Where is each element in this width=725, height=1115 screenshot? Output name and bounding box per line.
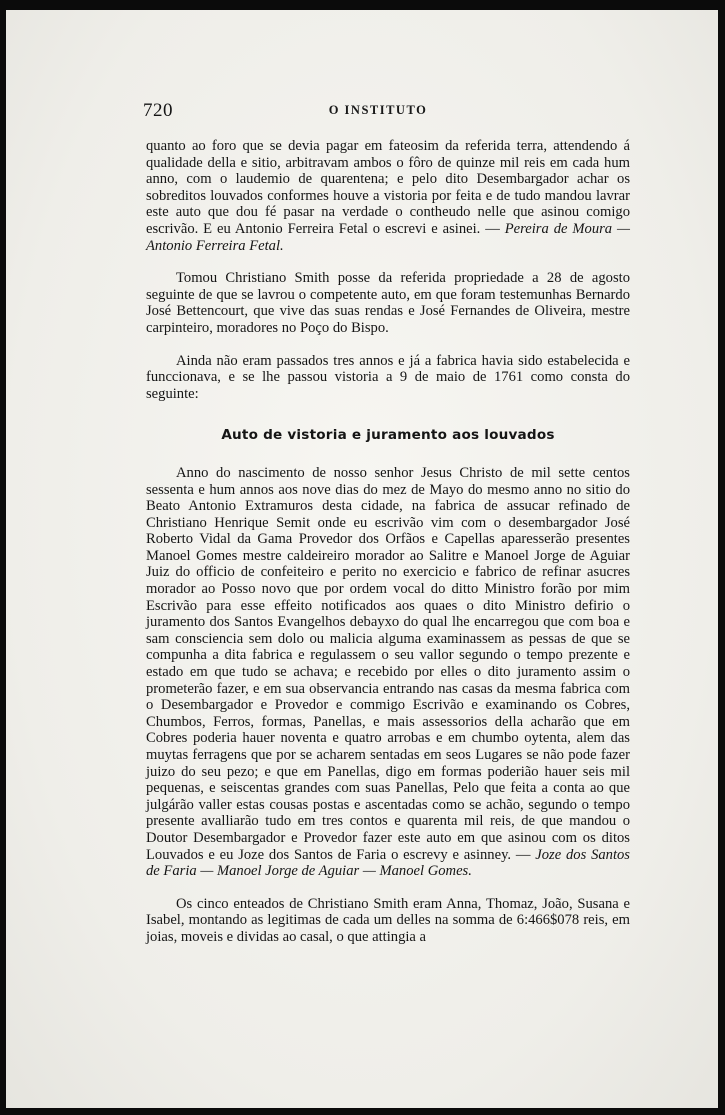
book-page [6, 10, 718, 1108]
page-header [143, 100, 613, 122]
section-title: Auto de vistoria e juramento aos louvados [221, 427, 555, 444]
signature: Pereira de Moura — Antonio Ferreira Fetal. [146, 220, 630, 254]
paragraph-posse: Tomou Christiano Smith posse da referida propriedade a 28 de agosto seguinte de que se lavrou o competente auto, em que foram testemunhas Bernardo José Bettencourt, que vive das suas rendas e José Fernandes de Oliveira, mestre carpinteiro, moradores no Poço do Bispo. [146, 270, 630, 336]
paragraph-text: Anno do nascimento de nosso senhor Jesus Christo de mil sette centos sessenta e hum annos aos nove dias do mez de Mayo do mesmo anno no sitio do Beato Antonio Extramuros desta cidade, na fabrica de assucar refinado de Christiano Henrique Semit onde eu escrivão vim com o desembargador José Roberto Vidal da Gama Provedor dos Orfãos e Capellas aparesserão presentes Manoel Gomes mestre caldeireiro morador ao Salitre e Manoel Jorge de Aguiar Juiz do officio de confeiteiro e perito no exercicio e fabrico de refinar asucres morador ao Posso novo que por ordem vocal do ditto Ministro forão por mim Escrivão para esse effeito notificados aos quaes o dito Ministro defirio o juramento dos Santos Evangelhos debayxo do qual lhe encarregou que com boa e sam consciencia sem dolo ou malicia alguma examinassem as pessas de que se compunha a dita fabrica e regulassem o seu vallor segundo o tempo prezente e estado em que tudo se achava; e recebido por elles o dito juramento assim o prometerão fazer, e em sua observancia entrando nas casas da mesma fabrica com o Desembargador e Provedor e commigo Escrivão e examinando os Cobres, Chumbos, Ferros, formas, Panellas, e mais assessorios della acharão que em Cobres poderia hauer noventa e quatro arrobas e em chumbo oytenta, alem das muytas ferragens que por se acharem sentadas em seos Lugares se não pode fazer juizo do seu pezo; e que em Panellas, digo em formas poderião hauer seis mil pequenas, e seiscentas grandes com suas Panellas, Pelo que feita a conta ao que julgárão valler estas cousas postas e ascentadas como se achão, segundo o tempo presente avalliarão tudo em tres contos e quarenta mil reis, de que mandou o Doutor Desembargador e Provedor fazer este auto em que asinou com os ditos Louvados e eu Joze dos Santos de Faria o escrevy e asinney. — [146, 464, 630, 863]
paragraph-auto [146, 465, 630, 880]
page-body [146, 138, 630, 946]
paragraph-text: quanto ao foro que se devia pagar em fateosim da referida terra, attendendo á qualidade della e sitio, arbitravam ambos o fôro de quinze mil reis em cada hum anno, com o laudemio de quarentena; e pelo dito Desembargador achar os sobreditos louvados conformes houve a vistoria por feita e de tudo mandou lavrar este auto que dou fé pasar na verdade o contheudo nelle que asinou comigo escrivão. E eu Antonio Ferreira Fetal o escrevi e asinei. — [146, 138, 630, 237]
page-number: 720 [143, 100, 173, 121]
paragraph-vistoria: Ainda não eram passados tres annos e já a fabrica havia sido estabelecida e funccionava, e se lhe passou vistoria a 9 de maio de 1761 como consta do seguinte: [146, 352, 630, 402]
signature: Joze dos Santos de Faria — Manoel Jorge de Aguiar — Manoel Gomes. [146, 846, 630, 880]
paragraph-continuation [146, 138, 630, 254]
paragraph-enteados: Os cinco enteados de Christiano Smith eram Anna, Thomaz, João, Susana e Isabel, montando as legitimas de cada um delles na somma de 6:466$078 reis, em joias, moveis e dividas ao casal, o que attingia a [146, 895, 630, 945]
running-title: O INSTITUTO [328, 103, 428, 117]
